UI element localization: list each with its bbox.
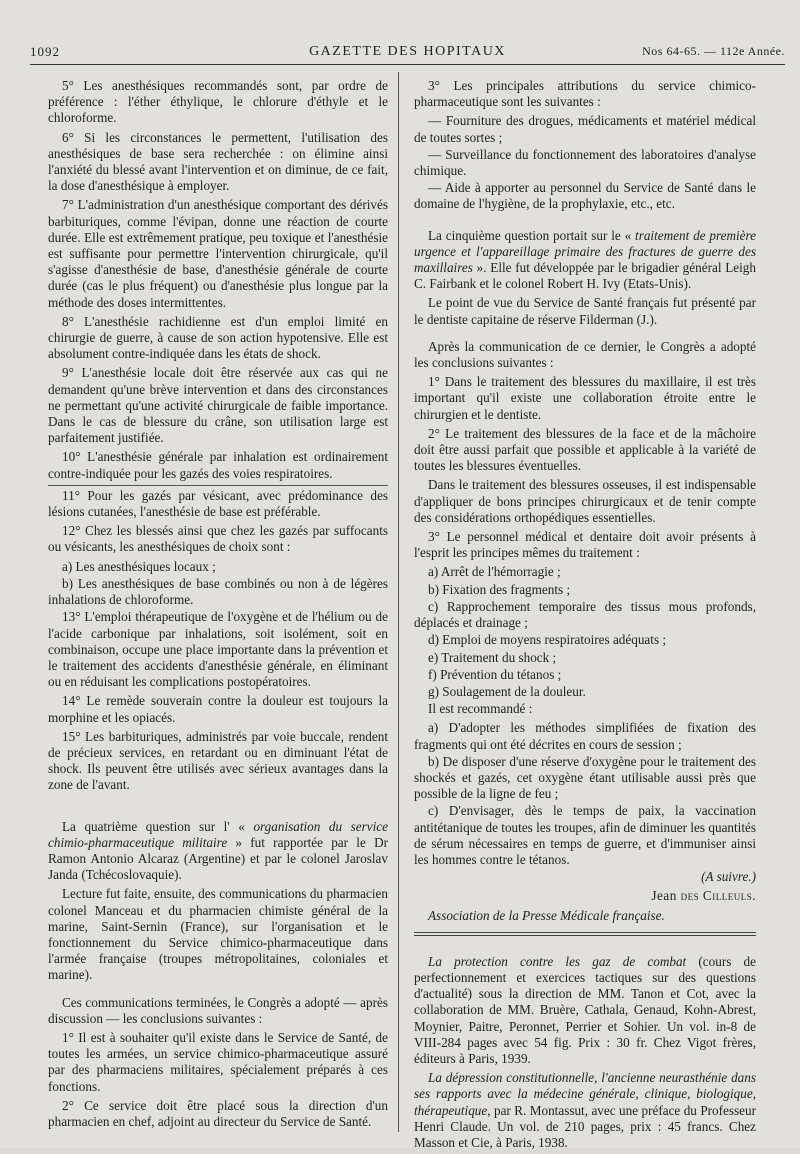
column-divider xyxy=(398,72,399,1132)
page-number: 1092 xyxy=(30,44,60,59)
list-item: a) D'adopter les méthodes simplifiées de fixation des fragments qui ont été décrites en cours de session ; xyxy=(414,720,756,752)
journal-title: GAZETTE DES HOPITAUX xyxy=(309,44,506,59)
divider xyxy=(48,485,388,486)
right-column xyxy=(414,78,756,1154)
paragraph: 10° L'anesthésie générale par inhalation est ordinairement contre-indiquée pour les gazés des voies respiratoires. xyxy=(48,449,388,481)
paragraph xyxy=(48,819,388,884)
paragraph: Après la communication de ce dernier, le Congrès a adopté les conclusions suivantes : xyxy=(414,338,756,371)
paragraph: 6° Si les circonstances le permettent, l'utilisation des anesthésiques de base sera recherchée : on élimine ainsi l'anxiété du blessé avant l'intervention et on diminue, de ce fait, la dose d'anesthésique à employer. xyxy=(48,129,388,194)
paragraph: 2° Ce service doit être placé sous la direction d'un pharmacien en chef, adjoint au directeur du Service de Santé. xyxy=(48,1097,388,1129)
list-item: — Fourniture des drogues, médicaments et matériel médical de toutes sortes ; xyxy=(414,113,756,145)
book-details: , par R. Montassut, avec une préface du Professeur Henri Claude. Un vol. de 210 pages, prix : 45 francs. Chez Masson et Cie, à Paris, 1938. xyxy=(414,1102,756,1150)
association-line: Association de la Presse Médicale française. xyxy=(428,907,665,923)
spacer xyxy=(414,331,756,339)
book-details: (cours de perfectionnement et exercices tactiques sur des questions d'actualité) sous la direction de MM. Tanon et Cot, avec la collaboration de MM. Bruère, Cathala, Genaud, Kohn-Abrest, Moynier, Paitre, Peronnet, Perrier et Sohier. Un vol. in-8 de VIII-284 pages avec 54 fig. Prix : 30 fr. Chez Vigot frères, éditeurs à Paris, 1939. xyxy=(414,953,756,1066)
paragraph: 13° L'emploi thérapeutique de l'oxygène et de l'hélium ou de l'acide carbonique par inhalations, soit isolément, soit en combinaison, occupe une place importante dans la prévention et le traitement des accidents d'anesthésie générale, en éliminant ou en réduisant les complications postopératoires. xyxy=(48,609,388,690)
paragraph: 2° Le traitement des blessures de la face et de la mâchoire doit être aussi parfait que possible et applicable à la variété de toutes les blessures éventuelles. xyxy=(414,425,756,474)
question-title: traitement de première urgence et l'appareillage primaire des fractures de guerre des maxillaires xyxy=(414,227,756,276)
paragraph: 5° Les anesthésiques recommandés sont, par ordre de préférence : l'éther éthylique, le chlorure d'éthyle et le chloroforme. xyxy=(48,78,388,126)
paragraph: 3° Les principales attributions du service chimico-pharmaceutique sont les suivantes : xyxy=(414,78,756,110)
list-item: e) Traitement du shock ; xyxy=(428,649,557,665)
paragraph: 1° Dans le traitement des blessures du maxillaire, il est très important qu'il existe une collaboration étroite entre le chirurgien et le dentiste. xyxy=(414,374,756,422)
list-item: — Aide à apporter au personnel du Service de Santé dans le domaine de l'hygiène, de la prophylaxie, etc., etc. xyxy=(414,180,756,212)
paragraph: Il est recommandé : xyxy=(428,701,533,717)
book-review xyxy=(414,1070,756,1151)
paragraph: 9° L'anesthésie locale doit être réservée aux cas qui ne demandent qu'une brève intervention et dans des circonstances ne permettant qu'une activité chirurgicale de faible importance. Dans le cas de blessure du crâne, son utilisation large est parfaitement justifiée. xyxy=(48,365,388,446)
paragraph: 14° Le remède souverain contre la douleur est toujours la morphine et les opiacés. xyxy=(48,693,388,725)
spacer xyxy=(414,214,756,228)
list-item: c) Rapprochement temporaire des tissus mous profonds, déplacés et drainage ; xyxy=(414,598,756,631)
paragraph: 7° L'administration d'un anesthésique comportant des dérivés barbituriques, comme l'évipan, donne une réaction de courte durée. Elle est extrêmement pratique, peu toxique et l'anesthésie est suffisante pour permettre l'intervention chirurgicale, qu'il s'agisse d'anesthésie de base, d'anesthésie générale de courte durée (cas le plus fréquent) ou d'anesthésie plus longue par la méthode des doses intermittentes. xyxy=(48,197,388,310)
spacer xyxy=(48,987,388,995)
paragraph: 8° L'anesthésie rachidienne est d'un emploi limité en chirurgie de guerre, à cause de son action hypotensive. Elle est absolument contre-indiquée dans les états de shock. xyxy=(48,313,388,362)
header-rule xyxy=(30,64,785,65)
question-title: organisation du service chimio-pharmaceutique militaire xyxy=(48,818,389,850)
author-last: des Cilleuls. xyxy=(680,888,756,904)
paragraph: 12° Chez les blessés ainsi que chez les gazés par suffocants ou vésicants, les anesthésiques de choix sont : xyxy=(48,523,388,555)
paragraph: 1° Il est à souhaiter qu'il existe dans le Service de Santé, de toutes les armées, un service chimico-pharmaceutique assuré par des pharmaciens militaires, spécialement préparés à ces fonctions. xyxy=(48,1029,388,1094)
paragraph: Lecture fut faite, ensuite, des communications du pharmacien colonel Manceau et du pharmacien chimiste général de la marine, Saint-Sernin (France), sur l'organisation et le fonctionnement du Service chimico-pharmaceutique dans l'armée française (troupes métropolitaines, coloniales et marine). xyxy=(48,886,388,983)
list-item: f) Prévention du tétanos ; xyxy=(428,666,562,682)
paragraph: Ces communications terminées, le Congrès a adopté — après discussion — les conclusions suivantes : xyxy=(48,994,388,1026)
issue-info: Nos 64-65. — 112e Année. xyxy=(642,44,785,58)
list-item: b) Les anesthésiques de base combinés ou non à de légères inhalations de chloroforme. xyxy=(48,575,388,608)
author-first: Jean xyxy=(651,888,681,904)
author-signature xyxy=(414,888,756,904)
left-column xyxy=(48,78,388,1133)
list-item: b) De disposer d'une réserve d'oxygène pour le traitement des shockés et gazés, cet oxygène étant utilisable aussi près que possible de la ligne de feu ; xyxy=(414,753,756,802)
text-run: La quatrième question sur l' « xyxy=(62,818,254,834)
list-item: d) Emploi de moyens respiratoires adéquats ; xyxy=(428,632,667,648)
paragraph: 11° Pour les gazés par vésicant, avec prédominance des lésions cutanées, l'anesthésie de base est préférable. xyxy=(48,487,388,520)
list-item: g) Soulagement de la douleur. xyxy=(428,683,586,699)
list-item: a) Les anesthésiques locaux ; xyxy=(62,558,216,574)
paragraph: Le point de vue du Service de Santé français fut présenté par le dentiste capitaine de réserve Filderman (J.). xyxy=(414,295,756,327)
text-run: ». Elle fut développée par le brigadier général Leigh C. Fairbank et le colonel Robert H. Ivy (Etats-Unis). xyxy=(414,260,756,292)
paragraph: 15° Les barbituriques, administrés par voie buccale, rendent de précieux services, en retardant ou en diminuant l'état de shock. Ils peuvent être utilisés avec sérieux avantages dans la zone de l'avant. xyxy=(48,728,388,793)
book-title: La protection contre les gaz de combat xyxy=(428,953,687,969)
to-be-continued: (A suivre.) xyxy=(701,869,756,885)
list-item: c) D'envisager, dès le temps de paix, la vaccination antitétanique de toutes les troupes, afin de diminuer les quantités de sérum nécessaires en temps de guerre, et d'immuniser ainsi les hommes contre le tétanos. xyxy=(414,803,756,867)
text-run: La cinquième question portait sur le « xyxy=(428,227,636,243)
spacer xyxy=(48,797,388,811)
text-run: » fut rapportée par le Dr Ramon Antonio Alcaraz (Argentine) et par le colonel Jaroslav Janda (Tchécoslovaquie). xyxy=(48,834,388,883)
list-item: a) Arrêt de l'hémorragie ; xyxy=(428,564,561,580)
book-title: La dépression constitutionnelle, l'ancienne neurasthénie dans ses rapports avec la médecine générale, clinique, biologique, thérapeutique xyxy=(414,1070,756,1118)
double-rule xyxy=(414,932,756,936)
book-review xyxy=(414,954,756,1067)
list-item: — Surveillance du fonctionnement des laboratoires d'analyse chimique. xyxy=(414,146,756,179)
paragraph: Dans le traitement des blessures osseuses, il est indispensable d'appliquer de bons principes chirurgicaux et de tenir compte des considérations orthopédiques essentielles. xyxy=(414,477,756,525)
paragraph: 3° Le personnel médical et dentaire doit avoir présents à l'esprit les principes mêmes du traitement : xyxy=(414,529,756,561)
spacer xyxy=(48,811,388,819)
list-item: b) Fixation des fragments ; xyxy=(428,581,571,597)
paragraph xyxy=(414,228,756,293)
